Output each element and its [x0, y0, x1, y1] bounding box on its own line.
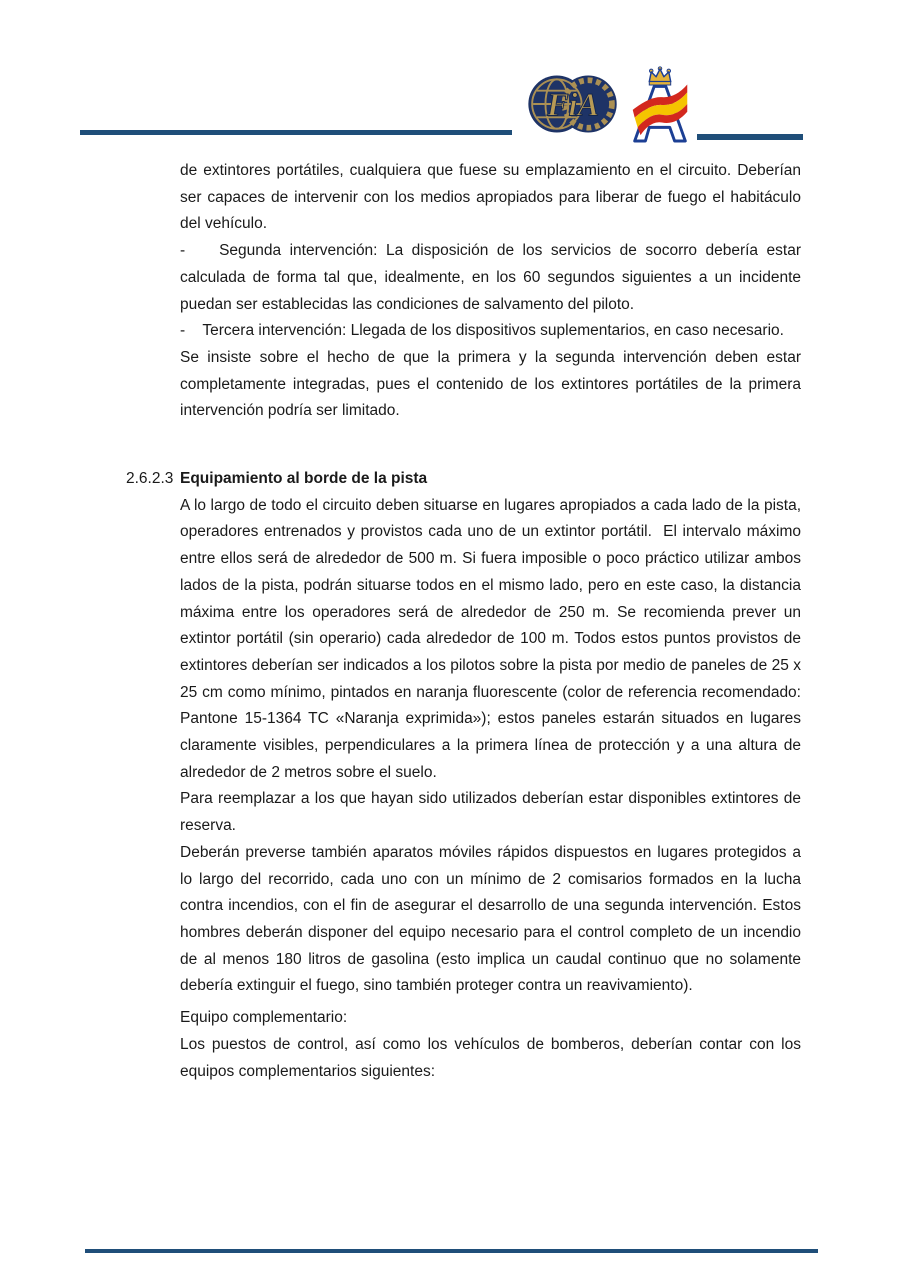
continuation-paragraph: Se insiste sobre el hecho de que la primera y la segunda intervención deben estar completamente integradas, pues el contenido de los extintores portátiles de la primera intervención podría ser limitado. — [180, 348, 801, 420]
footer-rule — [85, 1249, 818, 1253]
crown-icon — [649, 67, 670, 85]
header-rule-right — [697, 134, 803, 140]
intro-paragraph: de extintores portátiles, cualquiera que fuese su emplazamiento en el circuito. Deberían ser capaces de intervenir con los medios apropiados para liberar de fuego el habitáculo del vehículo. — [180, 162, 801, 233]
paragraph-complementary-equipment-label: Equipo complementario: — [180, 1009, 348, 1027]
fia-logo-icon — [527, 66, 619, 142]
bullet-item-third-intervention: - Tercera intervención: Llegada de los dispositivos suplementarios, en caso necesario. — [180, 322, 784, 340]
fia-logo-text: FiA — [546, 86, 600, 123]
document-body — [126, 158, 801, 1085]
paragraph-track-equipment: A lo largo de todo el circuito deben situarse en lugares apropiados a cada lado de la pista, operadores entrenados y provistos cada uno de un extintor portátil. El intervalo máximo entre ellos será de alrededor de 500 m. Si fuera imposible o poco práctico utilizar ambos lados de la pista, podrán situarse todos en el mismo lado, pero en este caso, la distancia máxima entre los operadores será de alrededor de 250 m. Se recomienda prever un extintor portátil (sin operario) cada alrededor de 100 m. Todos estos puntos provistos de extintores deberían ser indicados a los pilotos sobre la pista por medio de paneles de 25 x 25 cm como mínimo, pintados en naranja fluorescente (color de referencia recomendado: Pantone 15-1364 TC «Naranja exprimida»); estos paneles estarán situados en lugares claramente visibles, perpendiculares a la primera línea de protección y a una altura de alrededor de 2 metros sobre el suelo. — [180, 496, 801, 781]
section-title: Equipamiento al borde de la pista — [180, 470, 428, 488]
rfeda-logo — [623, 65, 697, 148]
paragraph-control-posts: Los puestos de control, así como los vehículos de bomberos, deberían contar con los equipos complementarios siguientes: — [180, 1035, 801, 1080]
paragraph-mobile-apparatus: Deberán preverse también aparatos móviles rápidos dispuestos en lugares protegidos a lo largo del recorrido, cada uno con un mínimo de 2 comisarios formados en la lucha contra incendios, con el fin de asegurar el desarrollo de una segunda intervención. Estos hombres deberán disponer del equipo necesario para el control completo de un incendio de al menos 180 litros de gasolina (esto implica un caudal continuo que no solamente debería extinguir el fuego, sino también proteger contra un reavivamiento). — [180, 843, 801, 995]
section-number: 2.6.2.3 — [126, 470, 174, 488]
rfeda-logo-icon — [623, 65, 697, 143]
section-heading — [126, 466, 801, 493]
fia-logo — [527, 66, 619, 147]
header-rule-left — [80, 130, 512, 135]
bullet-item-second-intervention: - Segunda intervención: La disposición de los servicios de socorro debería estar calculada de forma tal que, idealmente, en los 60 segundos siguientes a un incidente puedan ser establecidas las condiciones de salvamento del piloto. — [180, 242, 801, 313]
paragraph-reserve-extinguishers: Para reemplazar a los que hayan sido utilizados deberían estar disponibles extintores de reserva. — [180, 790, 801, 835]
